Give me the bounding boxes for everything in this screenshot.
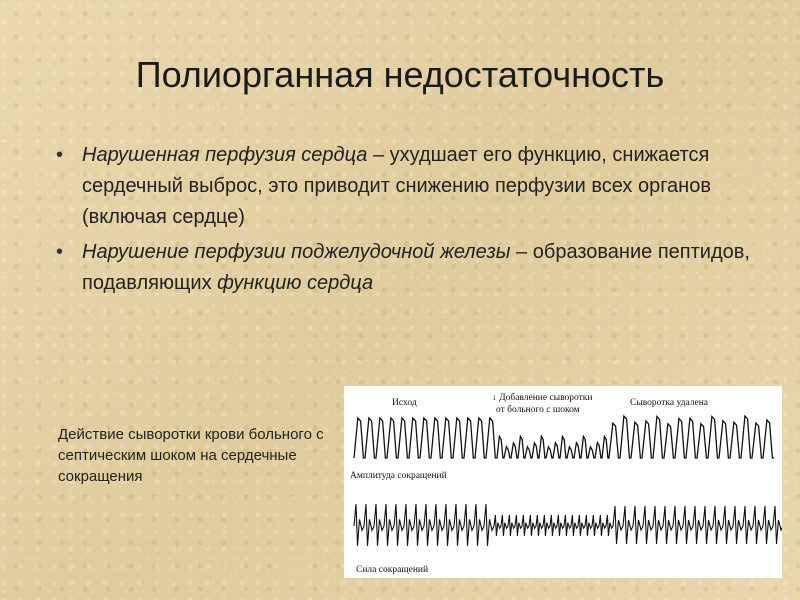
contraction-figure <box>344 386 782 578</box>
bullet-text: – образование пептидов, подавляющих <box>82 241 750 294</box>
label-baseline: Исход <box>392 398 417 408</box>
bullet-text: – ухудшает его функцию, снижается сердечный выброс, это приводит снижению перфузии всех органов (включая сердце) <box>82 144 711 228</box>
label-serum-added-2: от больного с шоком <box>496 405 580 415</box>
bullet-item <box>56 237 756 299</box>
force-trace <box>354 504 782 546</box>
slide-title: Полиорганная недостаточность <box>135 54 665 95</box>
amplitude-trace <box>354 416 774 458</box>
bullet-item <box>56 140 756 233</box>
bullet-italic: Нарушенная перфузия сердца <box>82 144 368 166</box>
label-amplitude: Амплитуда сокращений <box>350 471 447 481</box>
bullet-italic: Нарушение перфузии поджелудочной железы <box>82 241 511 263</box>
contraction-traces <box>344 386 782 578</box>
bullet-italic-end: функцию сердца <box>217 272 374 294</box>
figure-caption: Действие сыворотки крови больного с септическим шоком на сердечные сокращения <box>58 426 324 485</box>
label-serum-removed: Сыворотка удалена <box>630 398 709 408</box>
bullet-list <box>56 140 756 303</box>
label-force: Сила сокращений <box>356 565 429 575</box>
label-serum-added-1: ↓ Добавление сыворотки <box>492 393 593 403</box>
